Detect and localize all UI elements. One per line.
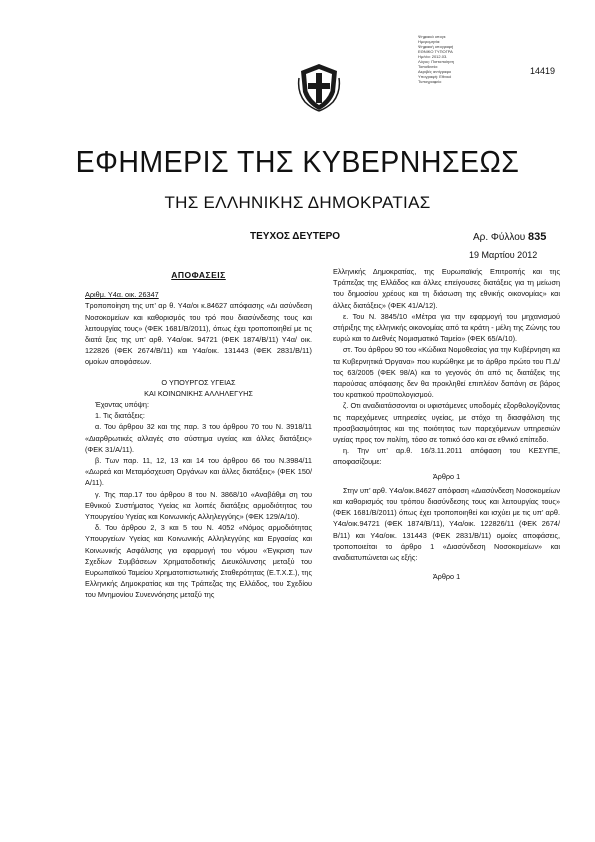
stamp-line: Λόγος: Πιστοποίηση (418, 59, 454, 64)
issue-label: ΤΕΥΧΟΣ ΔΕΥΤΕΡΟ (250, 231, 341, 242)
gazette-title: ΕΦΗΜΕΡΙΣ ΤΗΣ ΚΥΒΕΡΝΗΣΕΩΣ (75, 144, 520, 179)
stamp-line: Τυπογραφείο (418, 79, 442, 84)
considerations-intro: Έχοντας υπόψη: (95, 400, 149, 410)
sheet-value: 835 (528, 231, 547, 243)
greek-coat-of-arms-icon (297, 62, 341, 112)
right-column (333, 266, 560, 582)
stamp-line: Ακριβές αντίγραφο (418, 69, 452, 74)
article-heading: Άρθρο 1 (432, 471, 461, 481)
stamp-line: Ημ/νία: 2012.03. (418, 54, 448, 59)
stamp-line: Υπογραφή: Εθνικό (418, 74, 452, 79)
paragraph: ζ. Οτι αναδιατάσσονται οι υφιστάμενες υποδομές εξορθολογίζοντας τις παρεχόμενες υπηρεσίες υγείας, με στόχο τη διασφάλιση της προσβασιμότητας και της ποιότητας των παρεχόμενων υπηρεσιών υγείας προς τον πολίτη, τόσο σε τοπικό όσο και σε εθνικό επίπεδο. (333, 401, 560, 445)
page-number: 14419 (530, 66, 556, 76)
decision-intro: Τροποποίηση της υπ’ αρ θ. Υ4α/οι κ.84627 απόφασης «Δι ασύνδεση Νοσοκομείων και καθορισμός του τρό που διασύνδεσης τους και λειτουργίας τους» (ΦΕΚ 1681/Β/2011), όπως έχει τροποποιηθεί με τις διατά ξεις της υπ’ αρθ. Υ4α/οικ. 94721 (ΦΕΚ 1874/Β/11) Υ4α/ οικ. 122826 (ΦΕΚ 2674/Β/11) και Υ4α/οικ. 131443 (ΦΕΚ 2831/Β/11) ομοίων αποφάσεων. (85, 301, 312, 367)
paragraph: ε. Του Ν. 3845/10 «Μέτρα για την εφαρμογή του μηχανισμού στήριξης της ελληνικής οικονομίας από τα κράτη - μέλη της Ζώνης του ευρώ και το Διεθνές Νομισματικό Ταμείο» (ΦΕΚ 65/Α/10). (333, 311, 560, 344)
paragraph: γ. Της παρ.17 του άρθρου 8 του Ν. 3868/10 «Αναβάθμι ση του Εθνικού Συστήματος Υγείας κα λοιπές διατάξεις αρμοδιότητας του Υπουργείου Υγείας και Κοινωνικής Αλληλεγγύης» (ΦΕΚ 129/Α/10). (85, 489, 312, 522)
stamp-line: Ημερομηνία: (418, 39, 441, 44)
paragraph: στ. Του άρθρου 90 του «Κώδικα Νομοθεσίας για την Κυβέρνηση κα τα Κυβερνητικά Όργανα» που κυρώθηκε με το άρθρο πρώτο του Π.Δ/τος 63/2005 (ΦΕΚ 98/Α) και το γεγονός ότι από τις διατάξεις της παρούσας απόφασης δεν θα προκληθεί επιπλέον δαπάνη σε βάρος του κρατικού προϋπολογισμού. (333, 345, 560, 400)
paragraph: Στην υπ’ αρθ. Υ4α/οικ.84627 απόφαση «Διασύνδεση Νοσοκομείων και καθορισμός του τρόπου διασύνδεσης τους και λειτουργίας τους» (ΦΕΚ 1681/Β/2011) όπως έχει τροποποιηθεί και ισχύει με τις υπ’ αρθ. Υ4α/οικ.94721 (ΦΕΚ 1874/Β/11), Υ4α/οικ. 122826/11 (ΦΕΚ 2674/Β/11) και Υ4α/οικ. 131443 (ΦΕΚ 2831/Β/11) ομοίες αποφάσεις, τροποποιείται το άρθρο 1 «Διασύνδεση Νοσοκομείων» και αναδιατυπώνεται ως εξής: (333, 485, 560, 563)
paragraph: α. Του άρθρου 32 και της παρ. 3 του άρθρου 70 του Ν. 3918/11 «Διαρθρωτικές αλλαγές στο σύστημα υγείας και άλλες διατάξεις» (ΦΕΚ 31/Α/11). (85, 422, 312, 454)
section-heading: ΑΠΟΦΑΣΕΙΣ (171, 270, 226, 280)
left-column (85, 266, 312, 601)
issue-date: 19 Μαρτίου 2012 (469, 250, 538, 260)
ministry-name: ΚΑΙ ΚΟΙΝΩΝΙΚΗΣ ΑΛΛΗΛΕΓΥΗΣ (144, 388, 253, 398)
stamp-line: Ψηφιακή υπογραφή (418, 44, 454, 49)
stamp-line: ΕΘΝΙΚΟ ΤΥΠΟΓΡΑ (418, 49, 453, 54)
paragraph: η. Την υπ’ αρ.θ. 16/3.11.2011 απόφαση του ΚΕΣΥΠΕ, αποφασίζουμε: (333, 446, 560, 467)
paragraph: Ελληνικής Δημοκρατίας, της Ευρωπαϊκής Επιτροπής και της Τράπεζας της Ελλάδος και άλλες επείγουσες διατάξεις για τη μείωση του δημοσίου χρέους και τη διάσωση της εθνικής οικονομίας» και άλλες διατάξεις» (ΦΕΚ 41/Α/12). (333, 267, 560, 310)
paragraph: 1. Τις διατάξεις: (95, 411, 145, 421)
article-heading: Άρθρο 1 (432, 572, 461, 582)
sheet-number (473, 231, 546, 243)
stamp-line: Ψηφιακά υπογε (418, 34, 446, 39)
stamp-line: Τοποθεσία: (418, 64, 438, 69)
minister-title: Ο ΥΠΟΥΡΓΟΣ ΥΓΕΙΑΣ (161, 377, 236, 387)
sheet-label: Αρ. Φύλλου (473, 232, 526, 243)
digital-signature-stamp (418, 34, 488, 84)
decision-reference: Αριθμ. Υ4α. οικ. 26347 (85, 290, 159, 300)
paragraph: β. Των παρ. 11, 12, 13 και 14 του άρθρου 66 του Ν.3984/11 «Δωρεά και Μεταμόσχευση Οργάνων και άλλες διατάξεις» (ΦΕΚ 150/Α/11). (85, 456, 312, 488)
paragraph: δ. Του άρθρου 2, 3 και 5 του Ν. 4052 «Νόμος αρμοδιότητας Υπουργείων Υγείας και Κοινωνικής Αλληλεγγύης και Εργασίας και Κοινωνικής Ασφάλισης για εφαρμογή του νόμου «Έγκριση των Σχεδίων Συμβάσεων Χρηματοδοτικής Διευκόλυνσης μεταξύ του Ευρωπαϊκού Ταμείου Χρηματοπιστωτικής Σταθερότητας (Ε.Τ.Χ.Σ.), της Ελληνικής Δημοκρατίας και της Τράπεζας της Ελλάδος, του Σχεδίου του Μνημονίου Συνεννόησης μεταξύ της (85, 523, 312, 600)
gazette-subtitle: ΤΗΣ ΕΛΛΗΝΙΚΗΣ ΔΗΜΟΚΡΑΤΙΑΣ (164, 193, 431, 212)
